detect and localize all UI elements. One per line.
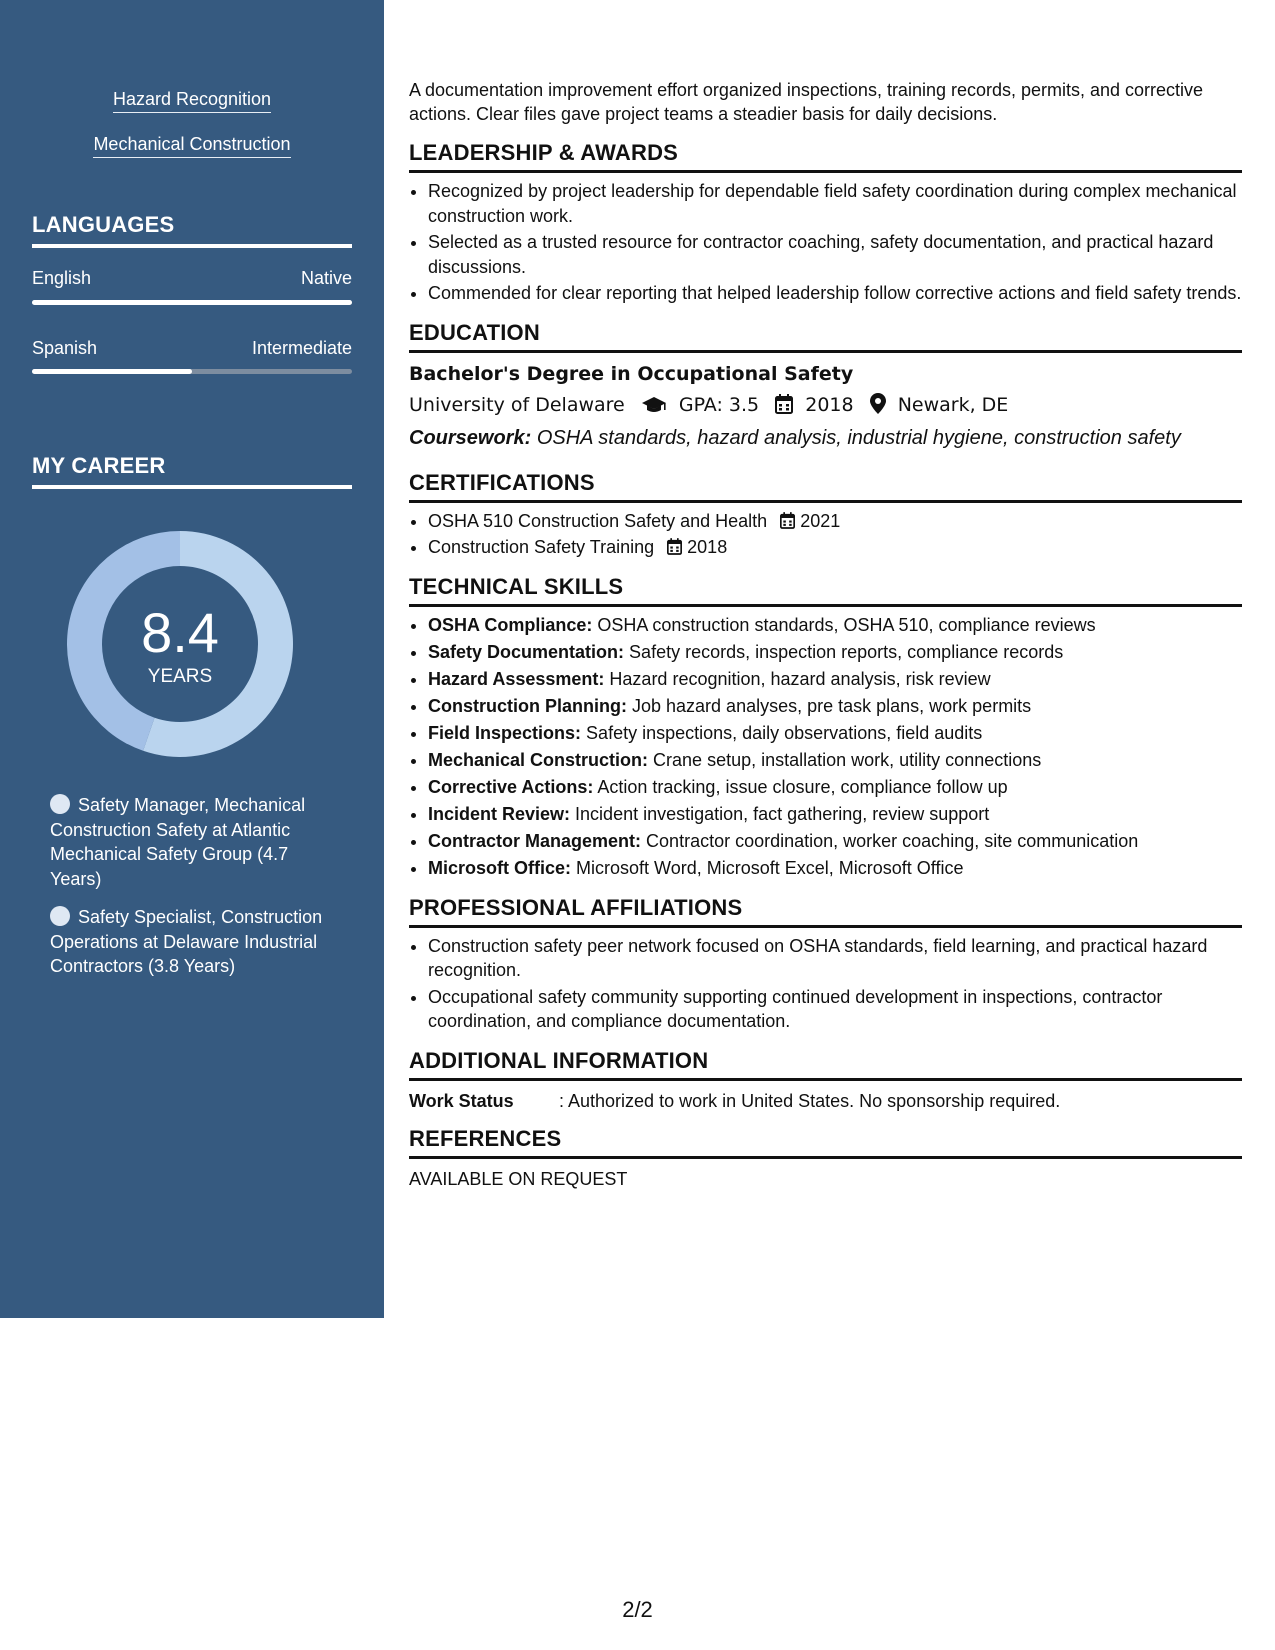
certification-name: OSHA 510 Construction Safety and Health — [428, 510, 768, 531]
certification-year: 2021 — [800, 510, 841, 531]
calendar-icon — [780, 511, 795, 531]
skills-list — [409, 613, 1242, 881]
list-item: • Recognized by project leadership for dependable field safety coordination during complex mechanical construction work. — [428, 179, 1242, 228]
calendar-icon — [667, 537, 682, 557]
coursework-label: Coursework: — [409, 426, 532, 449]
list-item: • Construction safety peer network focused on OSHA standards, field learning, and practical hazard recognition. — [428, 934, 1242, 983]
languages-heading: LANGUAGES — [32, 212, 352, 248]
career-item: Safety Manager, Mechanical Construction Safety at Atlantic Mechanical Safety Group (4.7 Years) — [50, 795, 306, 889]
degree-title: Bachelor's Degree in Occupational Safety — [409, 362, 854, 385]
language-name: English — [32, 268, 92, 288]
career-total-years: 8.4 — [141, 601, 219, 664]
language-name: Spanish — [32, 338, 98, 358]
coursework-text: OSHA standards, hazard analysis, industrial hygiene, construction safety — [536, 426, 1181, 449]
language-row-spanish — [32, 338, 352, 359]
certification-name: Construction Safety Training — [428, 537, 655, 557]
career-heading: MY CAREER — [32, 453, 352, 489]
language-bar-fill — [32, 300, 352, 305]
graduation-year: 2018 — [805, 393, 854, 416]
list-item: • Construction Planning: Job hazard analyses, pre task plans, work permits — [428, 694, 1242, 719]
language-bar-spanish — [32, 369, 352, 374]
leadership-list — [409, 179, 1242, 306]
list-item: • Hazard Assessment: Hazard recognition, hazard analysis, risk review — [428, 667, 1242, 692]
references-text: AVAILABLE ON REQUEST — [409, 1168, 628, 1189]
work-status-label: Work Status — [409, 1090, 514, 1111]
leadership-heading: LEADERSHIP & AWARDS — [409, 140, 1242, 173]
list-item: • Mechanical Construction: Crane setup, installation work, utility connections — [428, 748, 1242, 773]
list-item: • Occupational safety community supporting continued development in inspections, contractor coordination, and compliance documentation. — [428, 985, 1242, 1034]
skill-hazard-recognition: Hazard Recognition — [0, 89, 384, 110]
language-level: Intermediate — [251, 338, 352, 358]
certifications-heading: CERTIFICATIONS — [409, 470, 1242, 503]
language-row-english — [32, 268, 352, 289]
additional-info-heading: ADDITIONAL INFORMATION — [409, 1048, 1242, 1081]
school-name: University of Delaware — [409, 393, 625, 416]
education-details — [409, 393, 1242, 419]
intro-paragraph: A documentation improvement effort organized inspections, training records, permits, and corrective actions. Clear files gave project teams a steadier basis for daily decisions. — [409, 80, 1204, 124]
skill-mechanical-construction: Mechanical Construction — [0, 134, 384, 155]
language-bar-fill — [32, 369, 192, 374]
list-item: • OSHA Compliance: OSHA construction standards, OSHA 510, compliance reviews — [428, 613, 1242, 638]
list-item: • Safety Documentation: Safety records, inspection reports, compliance records — [428, 640, 1242, 665]
skills-heading: TECHNICAL SKILLS — [409, 574, 1242, 607]
location-pin-icon — [870, 393, 886, 419]
language-level: Native — [300, 268, 352, 288]
career-item: Safety Specialist, Construction Operations at Delaware Industrial Contractors (3.8 Years) — [50, 907, 323, 976]
gpa: GPA: 3.5 — [678, 393, 760, 416]
career-dot-icon — [50, 794, 70, 814]
list-item — [428, 535, 1242, 560]
list-item — [428, 509, 1242, 534]
list-item: • Contractor Management: Contractor coordination, worker coaching, site communication — [428, 829, 1242, 854]
career-total-unit: YEARS — [147, 666, 213, 687]
career-dot-icon — [50, 906, 70, 926]
list-item: • Corrective Actions: Action tracking, issue closure, compliance follow up — [428, 775, 1242, 800]
school-location: Newark, DE — [897, 393, 1009, 416]
affiliations-heading: PROFESSIONAL AFFILIATIONS — [409, 895, 1242, 928]
work-status-value: : Authorized to work in United States. No sponsorship required. — [559, 1090, 1061, 1111]
list-item: • Commended for clear reporting that helped leadership follow corrective actions and field safety trends. — [428, 281, 1242, 306]
certification-year: 2018 — [687, 537, 728, 557]
affiliations-list — [409, 934, 1242, 1034]
main-content — [409, 78, 1242, 1190]
page-number: 2/2 — [622, 1597, 653, 1622]
certifications-list — [409, 509, 1242, 560]
references-heading: REFERENCES — [409, 1126, 1242, 1159]
work-status-row — [409, 1091, 1242, 1112]
language-bar-english — [32, 300, 352, 305]
list-item: • Microsoft Office: Microsoft Word, Microsoft Excel, Microsoft Office — [428, 856, 1242, 881]
coursework — [409, 427, 1242, 450]
list-item: • Field Inspections: Safety inspections, daily observations, field audits — [428, 721, 1242, 746]
graduation-cap-icon — [641, 396, 667, 419]
list-item: • Incident Review: Incident investigation, fact gathering, review support — [428, 802, 1242, 827]
list-item: • Selected as a trusted resource for contractor coaching, safety documentation, and practical hazard discussions. — [428, 230, 1242, 279]
calendar-icon — [775, 394, 793, 419]
sidebar — [0, 0, 384, 1318]
education-heading: EDUCATION — [409, 320, 1242, 353]
